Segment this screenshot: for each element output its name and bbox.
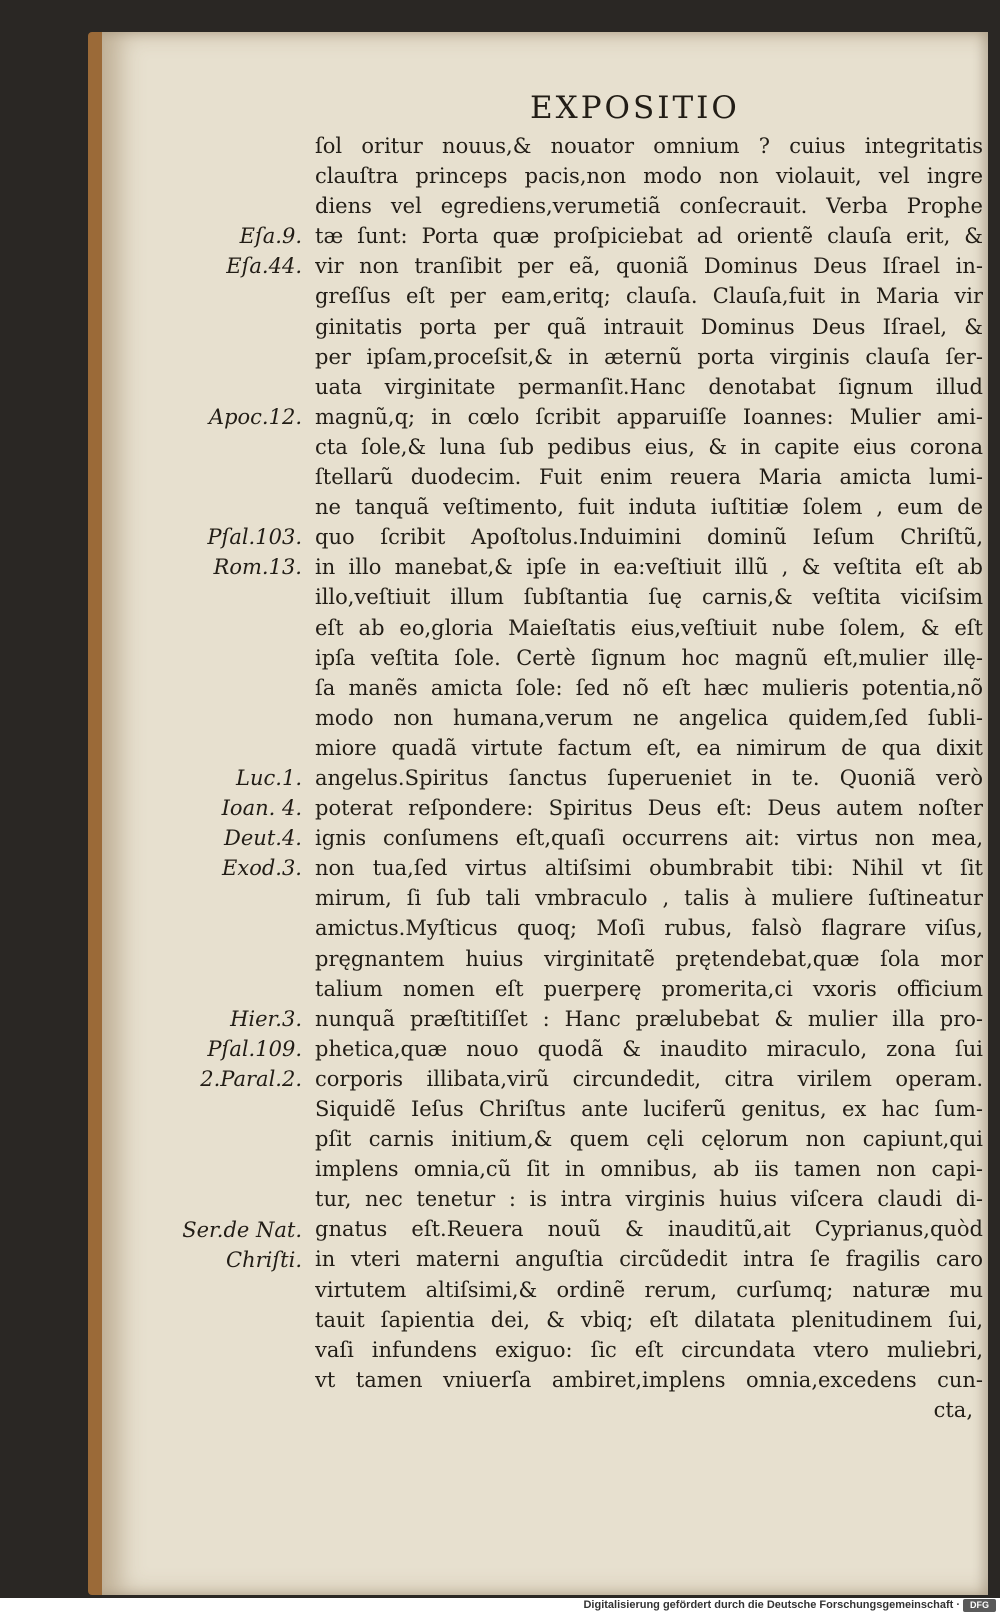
text-line: ignis conſumens eſt,quaſi occurrens ait: virtus non mea,: [315, 826, 983, 851]
text-line: cta,: [933, 1397, 973, 1422]
marginal-reference: Hier.3.: [230, 1006, 302, 1031]
text-line: clauſtra princeps pacis,non modo non violauit, vel ingre: [315, 164, 983, 189]
text-line: vaſi infundens exiguo: ſic eſt circundata vtero muliebri,: [315, 1337, 983, 1362]
body-text: [315, 131, 983, 1425]
text-line: ne tanquã veſtimento, fuit induta iuſtitiæ ſolem , eum de: [315, 495, 983, 520]
text-line: vt tamen vniuerſa ambiret,implens omnia,excedens cun-: [315, 1367, 983, 1392]
text-line: magnũ,q; in cœlo ſcribit apparuiſſe Ioannes: Mulier ami-: [315, 404, 983, 429]
text-line: non tua,ſed virtus altiſsimi obumbrabit tibi: Nihil vt ſit: [315, 856, 983, 881]
text-line: cta ſole,& luna ſub pedibus eius, & in capite eius corona: [315, 434, 983, 459]
text-line: diens vel egrediens,verumetiã conſecrauit. Verba Prophe: [315, 194, 983, 219]
text-line: miore quadã virtute factum eſt, ea nimirum de qua dixit: [315, 735, 983, 760]
text-line: tæ ſunt: Porta quæ proſpiciebat ad orientẽ clauſa erit, &: [315, 224, 983, 249]
text-line: corporis illibata,virũ circundedit, citra virilem operam.: [315, 1066, 983, 1091]
page-header-title: EXPOSITIO: [530, 90, 740, 126]
text-line: in illo manebat,& ipſe in ea:veſtiuit illũ , & veſtita eſt ab: [315, 555, 983, 580]
marginal-reference: Exod.3.: [222, 856, 302, 881]
text-line: tauit ſapientia dei, & vbiq; eſt dilatata plenitudinem ſui,: [315, 1307, 983, 1332]
text-line: talium nomen eſt puerperę promerita,ci vxoris officium: [315, 976, 983, 1001]
text-line: implens omnia,cũ ſit in omnibus, ab iis tamen non capi-: [315, 1157, 983, 1182]
marginal-reference: Rom.13.: [213, 555, 302, 580]
text-line: vir non tranſibit per eã, quoniã Dominus Deus Iſrael in-: [315, 254, 983, 279]
text-line: ſol oritur nouus,& nouator omnium ? cuius integritatis: [315, 134, 983, 158]
digitization-credit: Digitalisierung gefördert durch die Deutsche Forschungsgemeinschaft ·: [583, 1599, 960, 1611]
marginal-reference: 2.Paral.2.: [200, 1067, 302, 1092]
marginal-reference: Chriſti.: [226, 1247, 302, 1272]
text-line: in vteri materni anguſtia circũdedit intra ſe fragilis caro: [315, 1247, 983, 1272]
text-line: tur, nec tenetur : is intra virginis huius viſcera claudi di-: [315, 1187, 983, 1212]
text-line: angelus.Spiritus ſanctus ſuperueniet in te. Quoniã verò: [315, 765, 983, 790]
marginal-reference: Eſa.44.: [226, 254, 302, 279]
text-line: phetica,quæ nouo quodã & inaudito miraculo, zona ſui: [315, 1036, 983, 1061]
text-line: gnatus eſt.Reuera nouũ & inauditũ,ait Cyprianus,quòd: [315, 1217, 983, 1242]
text-line: amictus.Myſticus quoq; Moſi rubus, falsò flagrare viſus,: [315, 916, 983, 941]
digitization-footer: [0, 1598, 1000, 1613]
text-line: eſt ab eo,gloria Maieſtatis eius,veſtiuit nube ſolem, & eſt: [315, 615, 983, 640]
marginal-reference: Luc.1.: [236, 766, 302, 791]
text-line: ginitatis porta per quã intrauit Dominus Deus Iſrael, &: [315, 314, 983, 339]
text-line: nunquã præſtitiſſet : Hanc prælubebat & mulier illa pro-: [315, 1006, 983, 1031]
marginal-reference: Pſal.109.: [207, 1037, 302, 1061]
text-line: quo ſcribit Apoſtolus.Induimini dominũ Ieſum Chriſtũ,: [315, 525, 983, 550]
marginal-reference: Ioan. 4.: [221, 796, 302, 821]
text-line: uata virginitate permanſit.Hanc denotabat ſignum illud: [315, 374, 983, 399]
text-line: pſit carnis initium,& quem cęli cęlorum non capiunt,qui: [315, 1127, 983, 1152]
text-line: ſa manẽs amicta ſole: ſed nõ eſt hæc mulieris potentia,nõ: [315, 675, 983, 700]
text-line: ipſa veſtita ſole. Certè ſignum hoc magnũ eſt,mulier illę-: [315, 645, 983, 670]
marginal-reference: Deut.4.: [224, 826, 302, 851]
text-line: ſtellarũ duodecim. Fuit enim reuera Maria amicta lumi-: [315, 465, 983, 490]
marginal-reference: Eſa.9.: [239, 224, 302, 249]
marginal-reference: Pſal.103.: [207, 525, 302, 550]
text-line: Siquidẽ Ieſus Chriſtus ante luciferũ genitus, ex hac ſum-: [315, 1097, 983, 1121]
text-line: modo non humana,verum ne angelica quidem,ſed ſubli-: [315, 705, 983, 730]
dfg-logo: DFG: [963, 1599, 996, 1612]
text-line: greſſus eſt per eam,eritq; clauſa. Clauſa,fuit in Maria vir: [315, 284, 983, 309]
text-line: pręgnantem huius virginitatẽ prętendebat,quæ ſola mor: [315, 946, 983, 971]
text-line: mirum, ſi ſub tali vmbraculo , talis à muliere ſuſtineatur: [315, 886, 983, 911]
text-line: per ipſam,proceſsit,& in æternũ porta virginis clauſa ſer-: [315, 344, 983, 369]
text-line: poterat reſpondere: Spiritus Deus eſt: Deus autem noſter: [315, 796, 983, 821]
text-line: illo,veſtiuit illum ſubſtantia ſuę carnis,& veſtita viciſsim: [315, 585, 983, 610]
text-line: virtutem altiſsimi,& ordinẽ rerum, curſumq; naturæ mu: [315, 1277, 983, 1302]
marginal-reference: Apoc.12.: [208, 404, 302, 429]
marginal-reference: Ser.de Nat.: [182, 1217, 302, 1242]
